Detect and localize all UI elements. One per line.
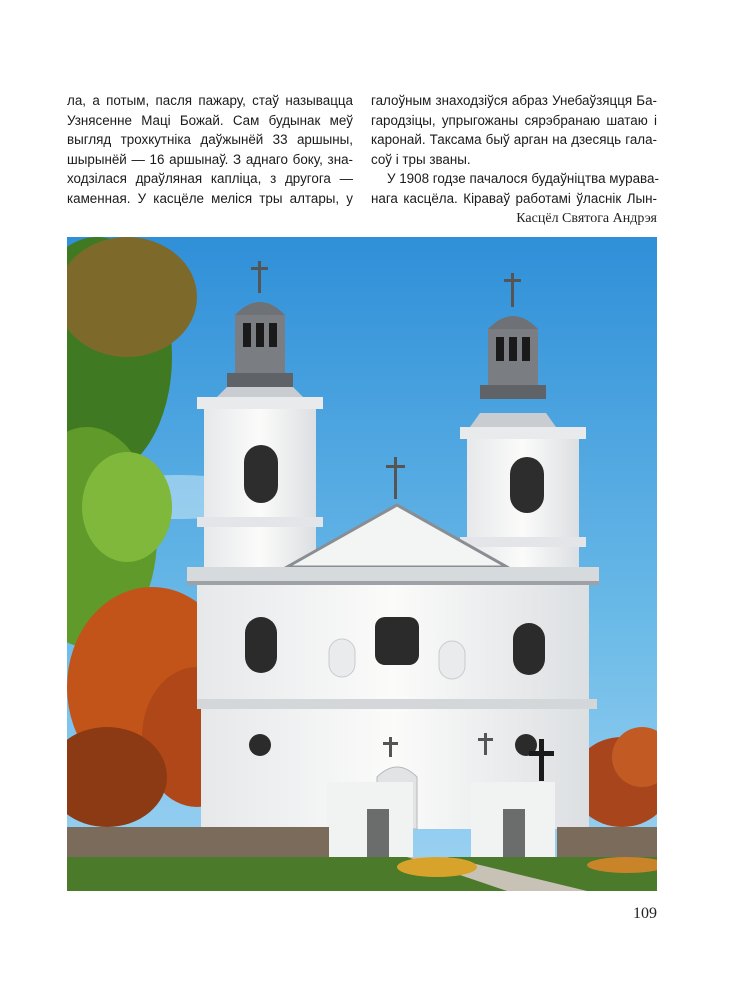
photo-caption: Касцёл Святога Андрэя: [516, 211, 657, 226]
text-column-left: [67, 91, 353, 209]
text-line: шырынёй — 16 аршынаў. З аднаго боку, зна-: [67, 151, 353, 167]
text-line: ходзілася драўляная капліца, з другога —: [67, 171, 353, 187]
text-line: ла, а потым, пасля пажару, стаў называцца: [67, 93, 353, 108]
text-line: каронай. Таксама быў арган на дзесяць гала-: [371, 132, 657, 148]
text-line: соў і тры званы.: [371, 151, 471, 167]
church-photo: [67, 237, 657, 891]
text-line: У 1908 годзе пачалося будаўніцтва мурава-: [387, 171, 659, 187]
text-line: каменная. У касцёле меліся тры алтары, у: [67, 190, 353, 206]
text-column-right: [371, 91, 657, 209]
text-line: Узнясенне Маці Божай. Сам будынак меў: [67, 112, 353, 128]
page-number: 109: [633, 905, 657, 922]
text-line: гародзіцы, упрыгожаны сярэбранаю шатаю і: [371, 112, 657, 128]
text-line: нага касцёла. Кіраваў работамі ўласнік Лын-: [371, 190, 657, 206]
text-line: галоўным знаходзіўся абраз Унебаўзяцця Ба-: [371, 93, 657, 108]
text-line: выгляд трохкутніка даўжынёй 33 аршыны,: [67, 132, 353, 148]
